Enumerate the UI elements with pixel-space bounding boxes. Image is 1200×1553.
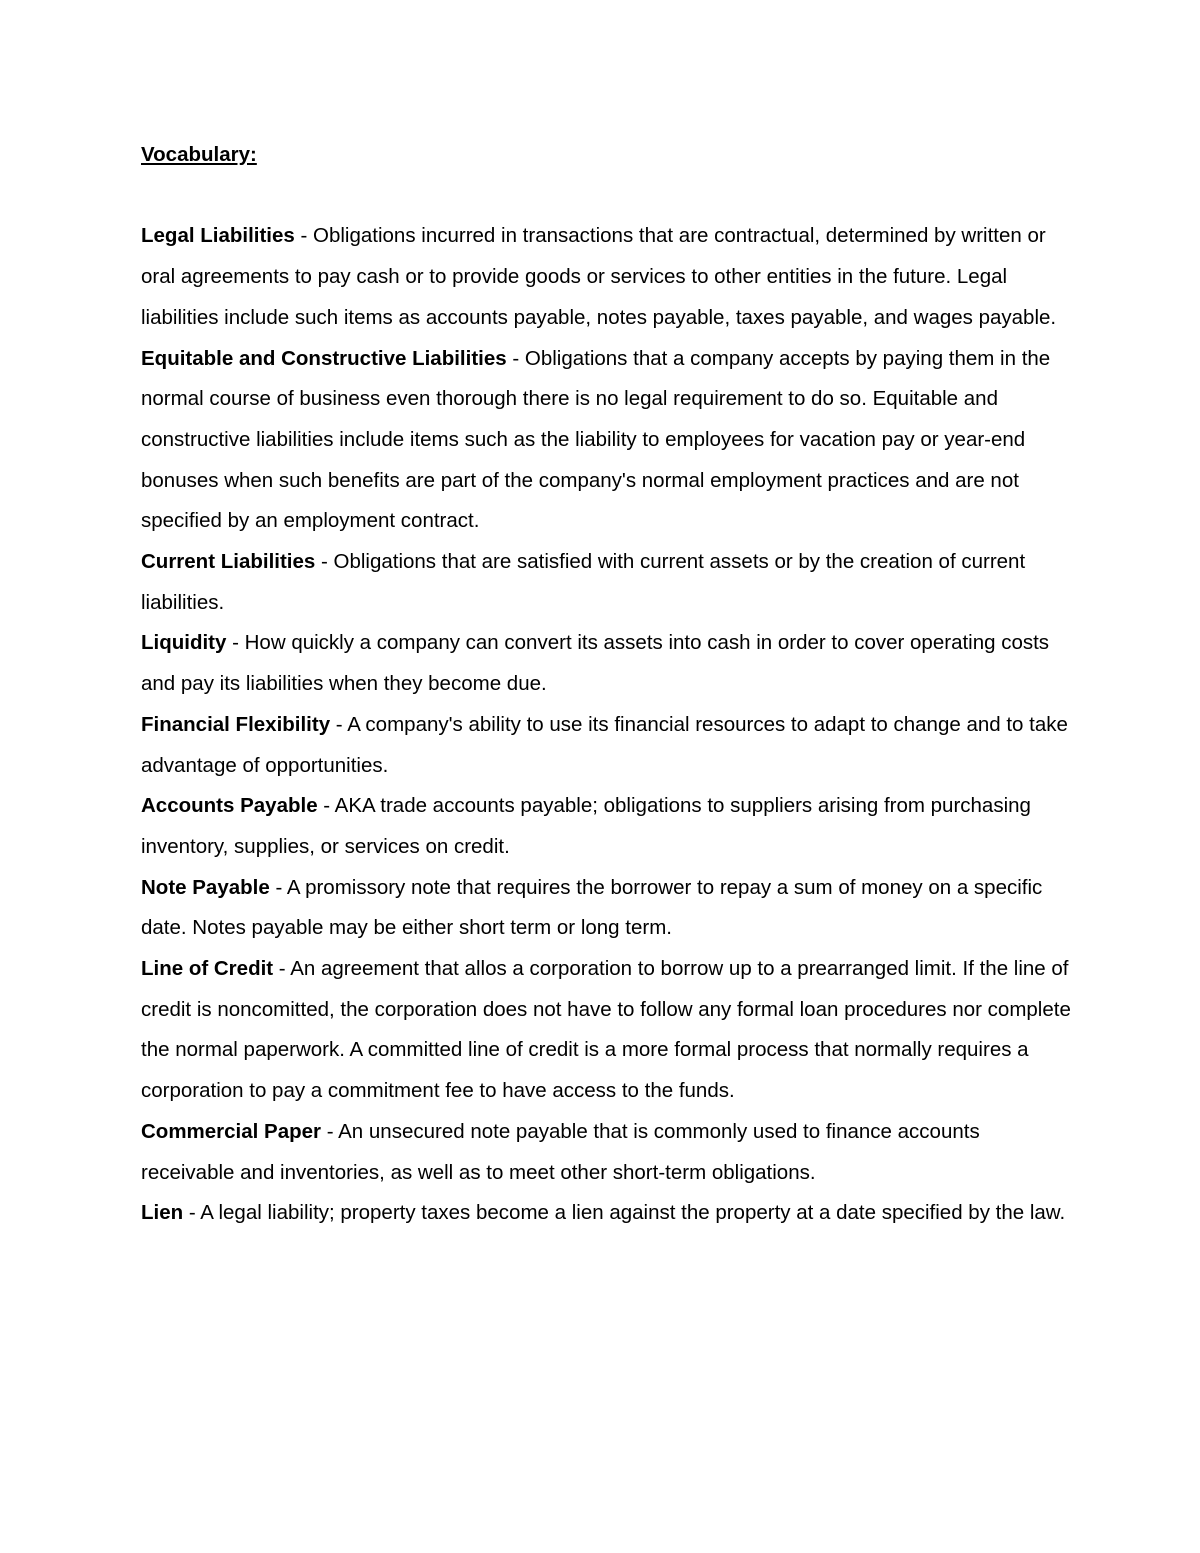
vocab-term: Legal Liabilities bbox=[141, 224, 295, 248]
vocab-entry-commercial-paper bbox=[141, 1112, 1071, 1193]
vocab-definition: - A legal liability; property taxes become a lien against the property at a date specified by the law. bbox=[183, 1201, 1066, 1225]
vocab-definition: - A promissory note that requires the borrower to repay a sum of money on a specific date. Notes payable may be either short term or long term. bbox=[141, 875, 1043, 940]
vocab-term: Line of Credit bbox=[141, 957, 274, 981]
vocab-term: Financial Flexibility bbox=[141, 712, 331, 736]
vocab-term: Commercial Paper bbox=[141, 1119, 322, 1143]
vocab-term: Lien bbox=[141, 1201, 184, 1225]
vocab-definition: - Obligations that are satisfied with current assets or by the creation of current liabilities. bbox=[141, 550, 1026, 614]
vocab-definition: - An agreement that allos a corporation to borrow up to a prearranged limit. If the line of credit is noncomitted, the corporation does not have to follow any formal loan procedures nor complete the normal paperwork. A committed line of credit is a more formal process that normally requires a corporation to pay a commitment fee to have access to the funds. bbox=[141, 957, 1071, 1103]
vocab-entry-liquidity bbox=[141, 623, 1071, 704]
vocab-entry-current-liabilities bbox=[141, 542, 1071, 623]
vocab-entry-line-of-credit bbox=[141, 949, 1071, 1112]
vocab-definition: - An unsecured note payable that is commonly used to finance accounts receivable and inventories, as well as to meet other short-term obligations. bbox=[141, 1119, 980, 1184]
blank-line bbox=[141, 176, 1071, 217]
vocab-definition: - Obligations incurred in transactions that are contractual, determined by written or oral agreements to pay cash or to provide goods or services to other entities in the future. Legal liabilities include such items as accounts payable, notes payable, taxes payable, and wages payable. bbox=[141, 224, 1057, 329]
document-page bbox=[141, 135, 1071, 1234]
vocab-entry-lien bbox=[141, 1193, 1071, 1234]
page-title: Vocabulary: bbox=[141, 143, 257, 166]
vocab-definition: - How quickly a company can convert its assets into cash in order to cover operating costs and pay its liabilities when they become due. bbox=[141, 631, 1050, 696]
vocab-definition: - A company's ability to use its financial resources to adapt to change and to take advantage of opportunities. bbox=[141, 712, 1068, 777]
vocab-entry-legal-liabilities bbox=[141, 216, 1071, 338]
vocab-entry-financial-flexibility bbox=[141, 705, 1071, 786]
vocab-term: Accounts Payable bbox=[141, 794, 318, 818]
vocab-entry-equitable-constructive-liabilities bbox=[141, 339, 1071, 543]
vocab-definition: - AKA trade accounts payable; obligations to suppliers arising from purchasing inventory, supplies, or services on credit. bbox=[141, 794, 1031, 858]
vocab-entry-accounts-payable bbox=[141, 786, 1071, 867]
vocab-term: Current Liabilities bbox=[141, 550, 316, 574]
vocab-definition: - Obligations that a company accepts by paying them in the normal course of business even thorough there is no legal requirement to do so. Equitable and constructive liabilities include items such as the liability to employees for vacation pay or year-end bonuses when such benefits are part of the company's normal employment practices and are not specified by an employment contract. bbox=[141, 346, 1051, 533]
vocab-entry-note-payable bbox=[141, 868, 1071, 949]
vocab-term: Note Payable bbox=[141, 875, 270, 899]
vocab-term: Liquidity bbox=[141, 631, 227, 655]
vocabulary-list bbox=[141, 216, 1071, 1234]
vocab-term: Equitable and Constructive Liabilities bbox=[141, 346, 507, 370]
